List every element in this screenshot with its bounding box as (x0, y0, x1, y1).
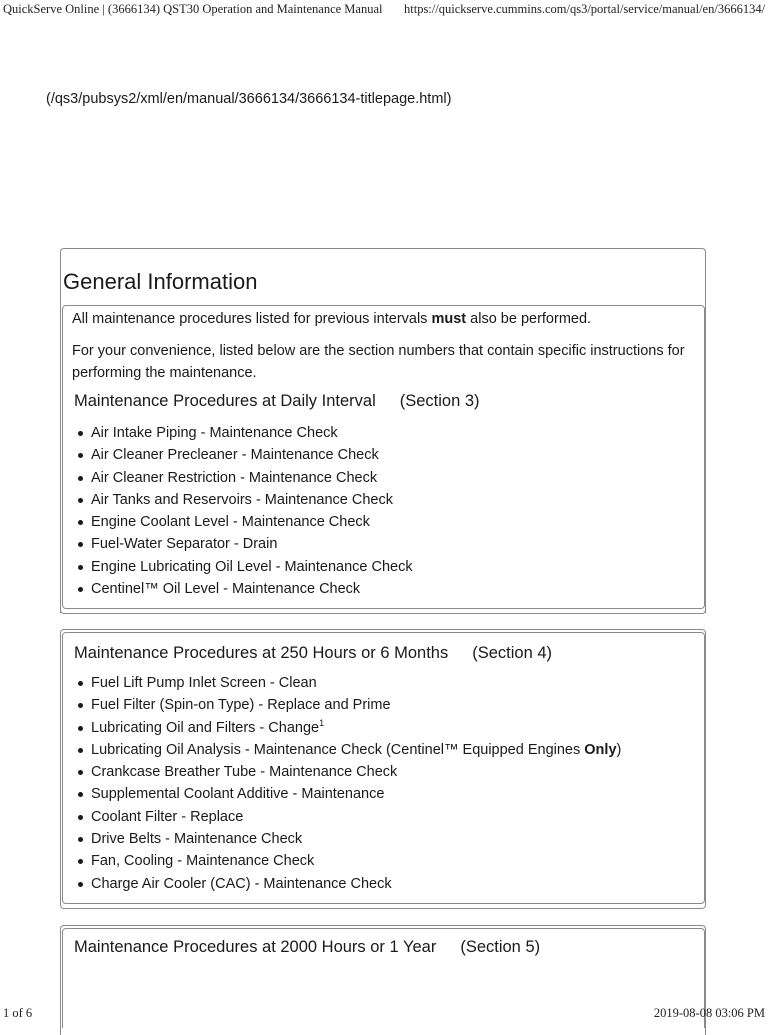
list-item: Air Tanks and Reservoirs - Maintenance Check (74, 489, 413, 511)
250-hours-box (62, 632, 705, 904)
print-datetime: 2019-08-08 03:06 PM (653, 1006, 765, 1020)
list-item: Supplemental Coolant Additive - Maintenance (74, 783, 621, 805)
intro1-text: All maintenance procedures listed for previous intervals (72, 311, 432, 327)
intro-paragraph-2: For your convenience, listed below are the section numbers that contain specific instructions for performing the maintenance. (72, 343, 685, 381)
list-item-emphasis: Only (584, 741, 617, 758)
list-item: Fuel-Water Separator - Drain (74, 533, 413, 555)
250-hours-heading-text: Maintenance Procedures at 250 Hours or 6 Months (74, 644, 449, 662)
daily-heading (74, 392, 480, 411)
footnote-ref[interactable]: 1 (319, 717, 325, 728)
intro-paragraph-1 (72, 309, 591, 331)
250-hours-procedure-list (74, 672, 621, 895)
2000-hours-heading (74, 938, 540, 957)
daily-interval-box (62, 305, 705, 609)
print-header (0, 0, 768, 22)
list-item: Drive Belts - Maintenance Check (74, 828, 621, 850)
section-title: General Information (63, 269, 258, 294)
daily-procedure-list (74, 422, 413, 600)
list-item: Air Cleaner Restriction - Maintenance Check (74, 467, 413, 489)
print-footer (0, 1004, 768, 1024)
list-item: Air Cleaner Precleaner - Maintenance Check (74, 444, 413, 466)
list-item (74, 717, 621, 739)
list-item-text: Lubricating Oil and Filters - Change (91, 719, 320, 736)
list-item: Crankcase Breather Tube - Maintenance Check (74, 761, 621, 783)
daily-heading-text: Maintenance Procedures at Daily Interval (74, 392, 376, 410)
list-item: Engine Lubricating Oil Level - Maintenance Check (74, 556, 413, 578)
list-item-text-end: ) (616, 741, 622, 758)
titlepage-path-link[interactable]: (/qs3/pubsys2/xml/en/manual/3666134/3666134-titlepage.html) (46, 91, 452, 107)
2000-hours-heading-text: Maintenance Procedures at 2000 Hours or 1 Year (74, 938, 437, 956)
list-item: Coolant Filter - Replace (74, 806, 621, 828)
list-item: Air Intake Piping - Maintenance Check (74, 422, 413, 444)
intro1-text-end: also be performed. (466, 311, 592, 327)
list-item: Fan, Cooling - Maintenance Check (74, 850, 621, 872)
list-item-text: Lubricating Oil Analysis - Maintenance Check (Centinel™ Equipped Engines (91, 741, 585, 758)
panel-bottom-edge (60, 609, 706, 614)
list-item: Fuel Filter (Spin-on Type) - Replace and Prime (74, 694, 621, 716)
intro1-emphasis: must (431, 311, 467, 327)
print-header-url: https://quickserve.cummins.com/qs3/portal/service/manual/en/3666134/ (404, 2, 766, 16)
list-item: Charge Air Cooler (CAC) - Maintenance Check (74, 873, 621, 895)
2000-hours-section-ref: (Section 5) (460, 938, 541, 956)
list-item: Fuel Lift Pump Inlet Screen - Clean (74, 672, 621, 694)
list-item (74, 739, 621, 761)
250-hours-section-ref: (Section 4) (472, 644, 553, 662)
list-item: Engine Coolant Level - Maintenance Check (74, 511, 413, 533)
daily-section-ref: (Section 3) (399, 392, 480, 410)
page-number: 1 of 6 (3, 1006, 33, 1020)
list-item: Centinel™ Oil Level - Maintenance Check (74, 578, 413, 600)
250-hours-heading (74, 644, 552, 663)
print-header-title: QuickServe Online | (3666134) QST30 Operation and Maintenance Manual (3, 2, 383, 16)
